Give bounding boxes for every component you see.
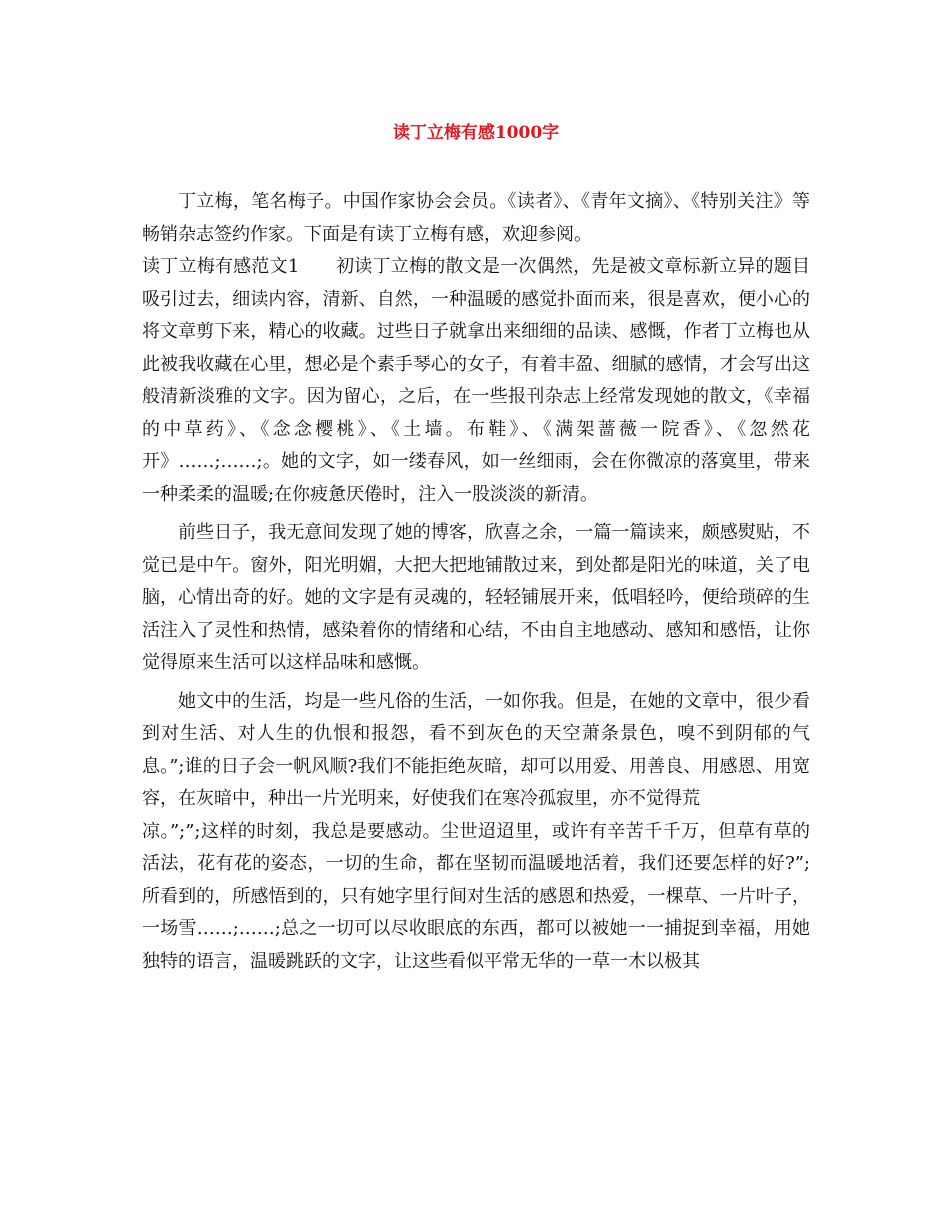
essay-one-opening-paragraph: 读丁立梅有感范文1 初读丁立梅的散文是一次偶然，先是被文章标新立异的题目吸引过去，细读内容，清新、自然，一种温暖的感觉扑面而来，很是喜欢，便小心的将文章剪下来，精心的收藏。过些日子就拿出来细细的品读、感慨，作者丁立梅也从此被我收藏在心里，想必是个素手琴心的女子，有着丰盈、细腻的感情，才会写出这般清新淡雅的文字。因为留心，之后，在一些报刊杂志上经常发现她的散文，《幸福的中草药》、《念念樱桃》、《土墙。布鞋》、《满架蔷薇一院香》、《忽然花开》……;……;。她的文字，如一缕春风，如一丝细雨，会在你微凉的落寞里，带来一种柔柔的温暖;在你疲惫厌倦时，注入一股淡淡的新清。 [142, 256, 810, 505]
continuation-paragraph: 凉。”;”;这样的时刻，我总是要感动。尘世迢迢里，或许有辛苦千千万，但草有草的活法，花有花的姿态，一切的生命，都在坚韧而温暖地活着，我们还要怎样的好?”;所看到的，所感悟到的，只有她字里行间对生活的感恩和热爱，一棵草、一片叶子，一场雪……;……;总之一切可以尽收眼底的东西，都可以被她一一捕捉到幸福，用她独特的语言，温暖跳跃的文字，让这些看似平常无华的一草一木以极其 [142, 820, 810, 972]
blog-discovery-paragraph: 前些日子，我无意间发现了她的博客，欣喜之余，一篇一篇读来，颇感熨贴，不觉已是中午。窗外，阳光明媚，大把大把地铺散过来，到处都是阳光的味道，关了电脑，心情出奇的好。她的文字是有灵魂的，轻轻铺展开来，低唱轻吟，便给琐碎的生活注入了灵性和热情，感染着你的情绪和心结，不由自主地感动、感知和感悟，让你觉得原来生活可以这样品味和感慨。 [142, 522, 810, 673]
document-title: 读丁立梅有感1000字 [392, 123, 560, 143]
intro-paragraph: 丁立梅，笔名梅子。中国作家协会会员。《读者》、《青年文摘》、《特别关注》等畅销杂志签约作家。下面是有读丁立梅有感，欢迎参阅。 [142, 191, 810, 245]
ordinary-life-paragraph: 她文中的生活，均是一些凡俗的生活，一如你我。但是，在她的文章中，很少看到对生活、对人生的仇恨和报怨，看不到灰色的天空萧条景色，嗅不到阴郁的气息。”;谁的日子会一帆风顺?我们不能拒绝灰暗，却可以用爱、用善良、用感恩、用宽容，在灰暗中，种出一片光明来，好使我们在寒冷孤寂里，亦不觉得荒 [142, 690, 810, 809]
document-page [142, 118, 810, 978]
